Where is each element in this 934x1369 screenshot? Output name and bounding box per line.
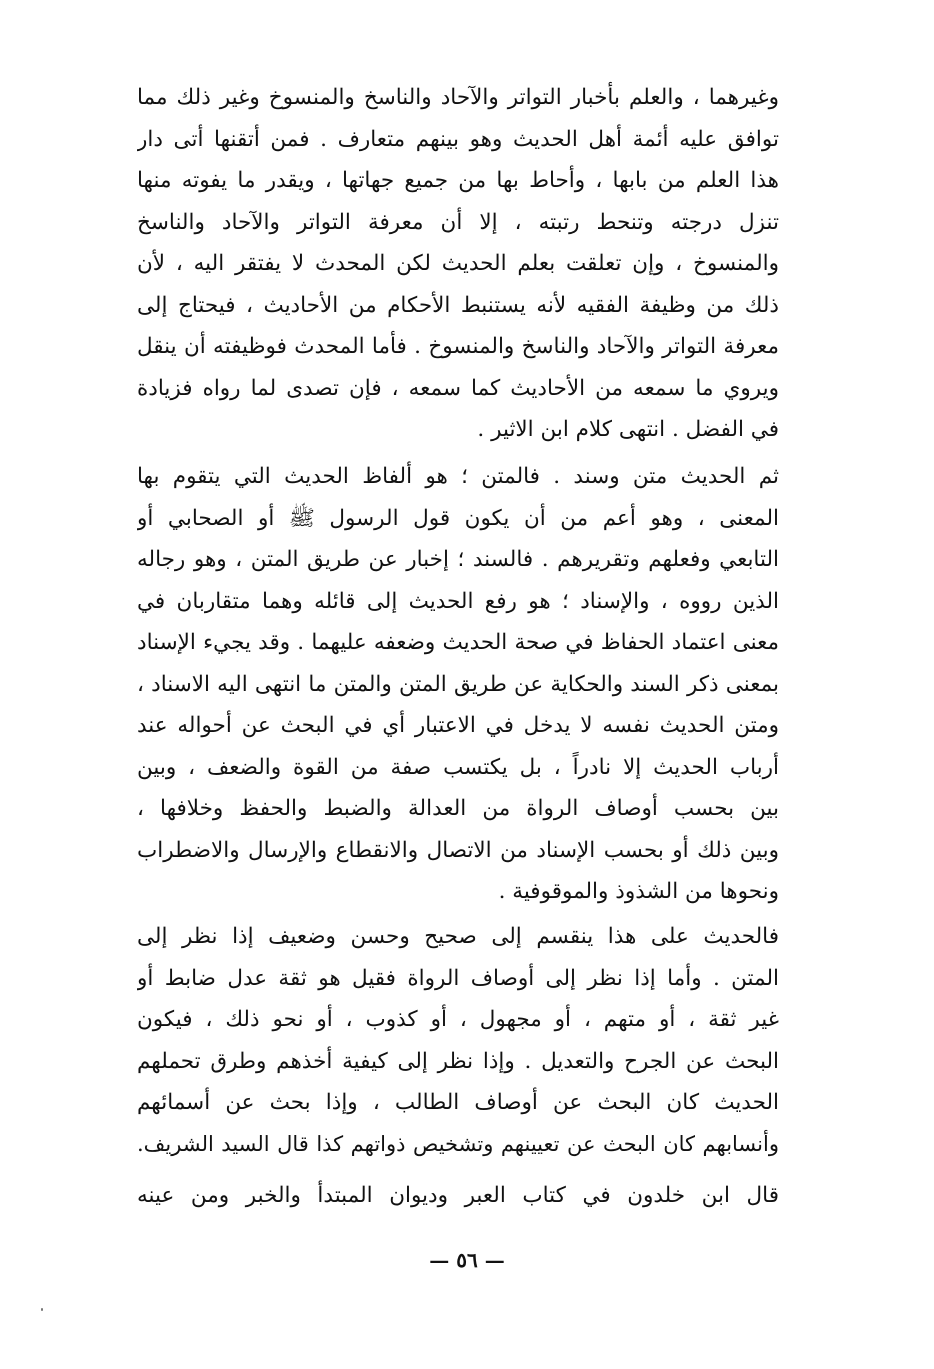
- text-line: بمعنى ذكر السند والحكاية عن طريق المتن والمتن ما انتهى اليه الاسناد ،: [137, 671, 779, 697]
- paragraph-2: [137, 456, 779, 913]
- text-line: معنى اعتماد الحفاظ في صحة الحديث وضعفه عليهما . وقد يجيء الإسناد: [137, 630, 779, 655]
- text-line: ثم الحديث متن وسند . فالمتن ؛ هو ألفاظ الحديث التي يتقوم بها: [137, 464, 779, 489]
- text-line: ونحوها من الشذوذ والموقوفية .: [498, 879, 779, 904]
- text-line: المعنى ، وهو أعم من أن يكون قول الرسول ﷺ أو الصحابي أو: [137, 505, 779, 531]
- text-line: هذا العلم من بابها ، وأحاط بها من جميع جهاتها ، ويقدر ما يفوته منها: [137, 168, 779, 193]
- text-line: التابعي وفعلهم وتقريرهم . فالسند ؛ إخبار عن طريق المتن ، وهو رجاله: [137, 547, 779, 572]
- text-line: الذين رووه ، والإسناد ؛ هو رفع الحديث إلى قائله وهما متقاربان في: [137, 588, 779, 614]
- text-line: بين بحسب أوصاف الرواة من العدالة والضبط والحفظ وخلافها ،: [137, 796, 779, 821]
- text-line: المتن . وأما إذا نظر إلى أوصاف الرواة فقيل هو ثقة عدل ضابط أو: [137, 965, 779, 991]
- text-line: ومتن الحديث نفسه لا يدخل في الاعتبار أي في البحث عن أحواله عند: [137, 713, 779, 738]
- text-line: والمنسوخ ، وإن تعلقت بعلم الحديث لكن المحدث لا يفتقر اليه ، لأن: [137, 251, 779, 276]
- scan-speck: [41, 1308, 43, 1311]
- text-line: قال ابن خلدون في كتاب العبر وديوان المبتدأ والخبر ومن عينه: [137, 1183, 779, 1208]
- text-line: أرباب الحديث إلا نادراً ، بل يكتسب صفة من القوة والضعف ، وبين: [137, 754, 779, 780]
- text-line: ذلك من وظيفة الفقيه لأنه يستنبط الأحكام من الأحاديث ، فيحتاج إلى: [137, 292, 779, 318]
- paragraph-4: [137, 1175, 779, 1217]
- text-line: البحث عن الجرح والتعديل . وإذا نظر إلى كيفية أخذهم وطرق تحملهم: [137, 1048, 779, 1074]
- text-line: وبين ذلك أو بحسب الإسناد من الاتصال والانقطاع والإرسال والاضطراب: [137, 837, 779, 863]
- page-number: — ٥٦ —: [429, 1248, 505, 1272]
- text-line: معرفة التواتر والآحاد والناسخ والمنسوخ . فأما المحدث فوظيفته أن ينقل: [137, 334, 779, 359]
- text-line: ويروي ما سمعه من الأحاديث كما سمعه ، فإن تصدى لما رواه فزيادة: [137, 375, 779, 401]
- text-line: وغيرهما ، والعلم بأخبار التواتر والآحاد والناسخ والمنسوخ وغير ذلك مما: [137, 85, 779, 110]
- text-line: وأنسابهم كان البحث عن تعيينهم وتشخيص ذواتهم كذا قال السيد الشريف.: [137, 1131, 779, 1156]
- text-line: تنزل درجته وتنحط رتبته ، إلا أن معرفة التواتر والآحاد والناسخ: [137, 209, 779, 235]
- text-line: الحديث كان البحث عن أوصاف الطالب ، وإذا بحث عن أسمائهم: [137, 1090, 779, 1115]
- text-line: في الفضل . انتهى كلام ابن الاثير .: [477, 417, 779, 442]
- text-line: غير ثقة ، أو متهم ، أو مجهول ، أو كذوب ، أو نحو ذلك ، فيكون: [137, 1007, 779, 1032]
- text-line: توافق عليه أئمة أهل الحديث وهو بينهم متعارف . فمن أتقنها أتى دار: [137, 126, 779, 152]
- paragraph-3: [137, 916, 779, 1165]
- paragraph-1: [137, 77, 779, 451]
- text-line: فالحديث على هذا ينقسم إلى صحيح وحسن وضعيف إذا نظر إلى: [137, 924, 779, 949]
